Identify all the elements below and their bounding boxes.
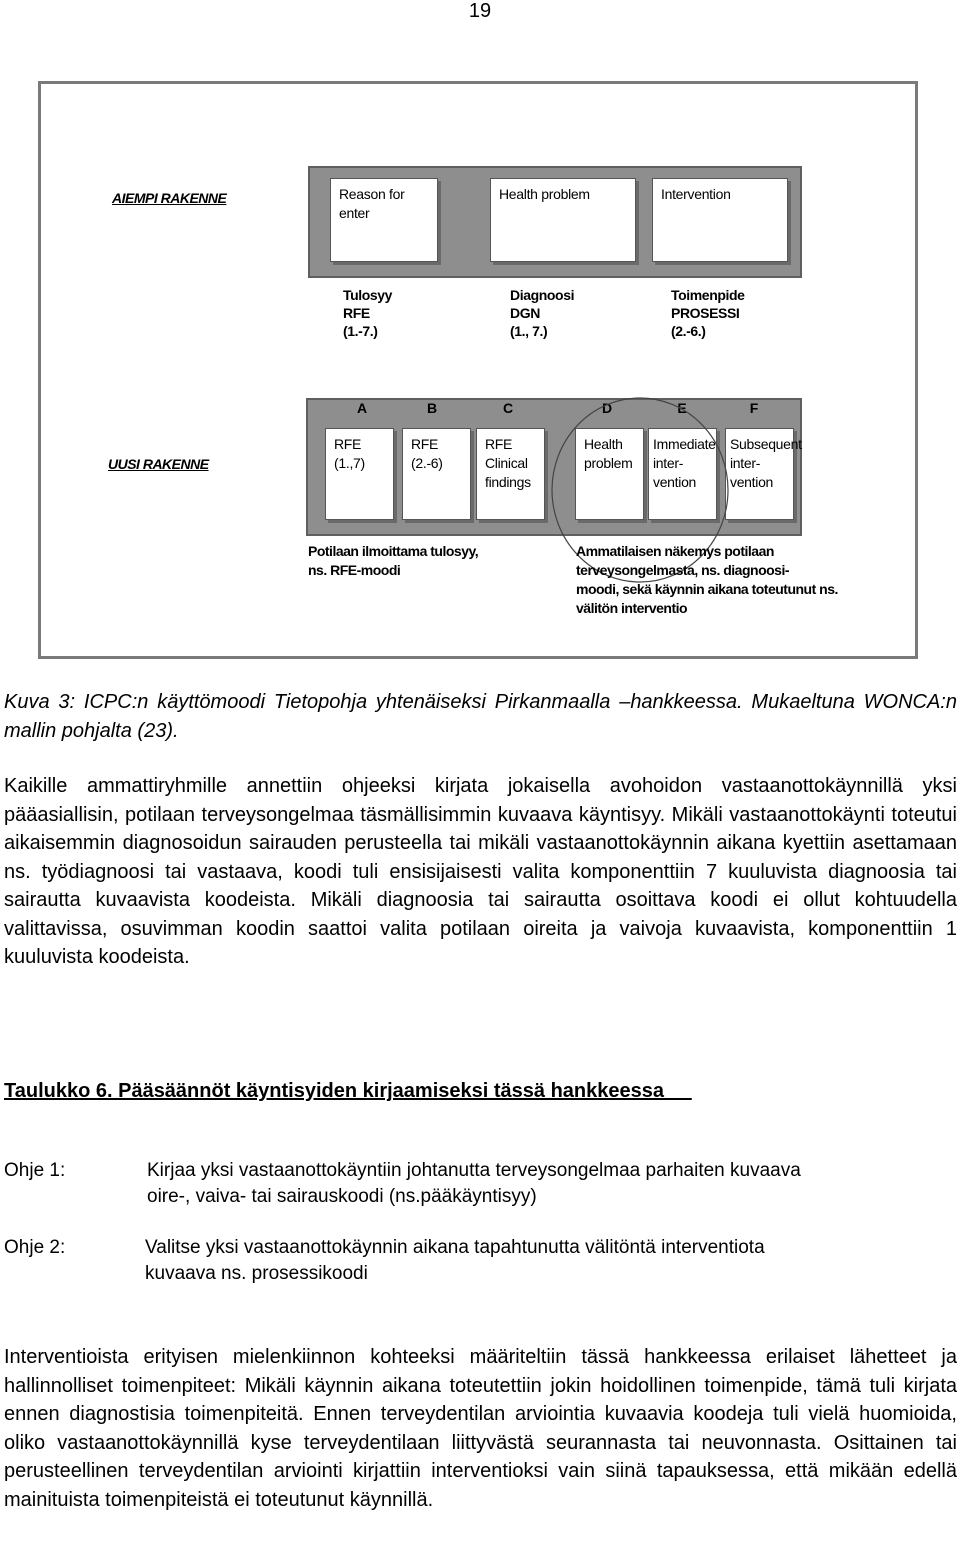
rule-2-label: Ohje 2:	[4, 1237, 66, 1258]
letter-a: A	[356, 400, 368, 416]
old-column-dgn: Diagnoosi DGN (1., 7.)	[510, 287, 575, 339]
paragraph-2: Interventioista erityisen mielenkiinnon kohteeksi määriteltiin tässä hankkeessa erilaiset lähetteet ja hallinnolliset toimenpiteet: Mikäli käynnin aikana toteutettiin jokin hoidollinen toimenpide, tämä tuli kirjata ennen diagnostisia toimenpiteitä. Ennen terveydentilan arviointia kuvaavia koodeja tuli vielä huomioida, oliko vastaanottokäynnillä kyse terveydentilaan liittyvästä seurannasta tai neuvonnasta. Osittainen tai perusteellinen terveydentilan arviointi kirjattiin interventioksi vain siinä tapauksessa, että mikään edellä mainituista toimenpiteistä ei toteutunut käynnillä.	[4, 1346, 957, 1511]
rule-2-text: Valitse yksi vastaanottokäynnin aikana tapahtunutta välitöntä interventiota kuvaava ns. prosessikoodi	[145, 1237, 765, 1284]
new-card-d: Health problem	[575, 428, 644, 520]
paragraph-1: Kaikille ammattiryhmille annettiin ohjeeksi kirjata jokaisella avohoidon vastaanottokäynnillä yksi pääasiallisin, potilaan terveysongelmaa täsmällisimmin kuvaava käyntisyy. Mikäli vastaanottokäynti toteutui aikaisemmin diagnosoidun sairauden perusteella tai mikäli vastaanottokäynnin aikana kyettiin asettamaan ns. työdiagnoosi tai vastaava, koodi tuli ensisijaisesti valita komponenttiin 7 kuuluvista diagnoosia tai sairautta kuvaavista koodeista. Mikäli diagnoosia tai sairautta osoittava koodi ei ollut kohtuudella valittavissa, osuvimman koodin saattoi valita potilaan oireita ja vaivoja kuvaavista, komponenttiin 1 kuuluvista koodeista.	[4, 775, 957, 968]
new-card-f: Subsequent inter- vention	[725, 428, 794, 520]
new-card-a: RFE (1.,7)	[325, 428, 394, 520]
letter-c: C	[502, 400, 514, 416]
old-column-rfe: Tulosyy RFE (1.-7.)	[343, 287, 393, 339]
new-structure-label: UUSI RAKENNE	[108, 456, 209, 472]
letter-f: F	[749, 400, 759, 416]
figure-caption: Kuva 3: ICPC:n käyttömoodi Tietopohja yhtenäiseksi Pirkanmaalla –hankkeessa. Mukaeltuna WONCA:n mallin pohjalta (23).	[4, 691, 957, 742]
page-number: 19	[468, 0, 492, 22]
note-left: Potilaan ilmoittama tulosyy, ns. RFE-moodi	[308, 543, 479, 578]
old-card-intervention: Intervention	[652, 178, 788, 262]
rule-1-label: Ohje 1:	[4, 1160, 66, 1181]
old-column-prosessi: Toimenpide PROSESSI (2.-6.)	[671, 287, 745, 339]
old-card-health-problem: Health problem	[490, 178, 636, 262]
new-card-e: Immediate inter- vention	[648, 428, 717, 520]
old-card-reason-for-enter: Reason for enter	[330, 178, 438, 262]
rule-1-text: Kirjaa yksi vastaanottokäyntiin johtanutta terveysongelmaa parhaiten kuvaava oire-, vaiva- tai sairauskoodi (ns.pääkäyntisyy)	[147, 1160, 801, 1207]
new-card-b: RFE (2.-6)	[402, 428, 471, 520]
old-structure-label: AIEMPI RAKENNE	[112, 190, 227, 206]
letter-d: D	[601, 400, 613, 416]
letter-e: E	[677, 400, 687, 416]
table-title: Taulukko 6. Pääsäännöt käyntisyiden kirjaamiseksi tässä hankkeessa	[4, 1080, 692, 1102]
letter-b: B	[426, 400, 438, 416]
note-right: Ammatilaisen näkemys potilaan terveysongelmasta, ns. diagnoosi- moodi, sekä käynnin aikana toteutunut ns. välitön interventio	[576, 543, 838, 616]
new-card-c: RFE Clinical findings	[476, 428, 545, 520]
